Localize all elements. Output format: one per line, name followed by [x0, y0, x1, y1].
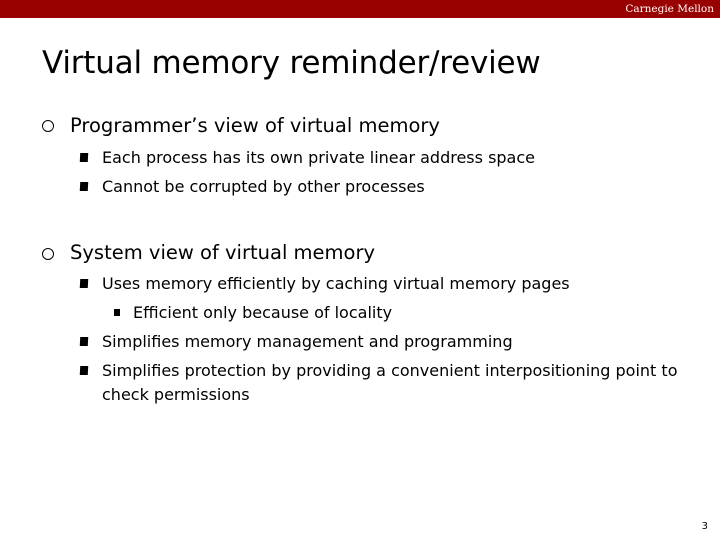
list-item: Cannot be corrupted by other processes: [102, 177, 425, 196]
square-bullet-icon: [80, 182, 88, 191]
square-bullet-icon: [80, 279, 88, 288]
sub-list-item: Efficient only because of locality: [133, 303, 393, 322]
list-item: Uses memory efficiently by caching virtual memory pages: [102, 274, 570, 293]
slide-title: Virtual memory reminder/review: [42, 45, 541, 81]
header-bar: [0, 0, 720, 18]
list-item: Simplifies protection by providing a convenient interpositioning point to check permissions: [102, 361, 678, 404]
section-heading: Programmer’s view of virtual memory: [70, 114, 440, 137]
circle-bullet-icon: [42, 120, 54, 132]
square-bullet-icon: [80, 153, 88, 162]
section-heading: System view of virtual memory: [70, 241, 376, 264]
page-number: 3: [701, 521, 708, 532]
square-bullet-icon: [114, 309, 120, 316]
square-bullet-icon: [80, 366, 88, 375]
list-item: Simplifies memory management and programming: [102, 332, 513, 351]
square-bullet-icon: [80, 337, 88, 346]
list-item: Each process has its own private linear address space: [102, 148, 535, 167]
brand-label: Carnegie Mellon: [625, 3, 714, 15]
circle-bullet-icon: [42, 248, 54, 260]
